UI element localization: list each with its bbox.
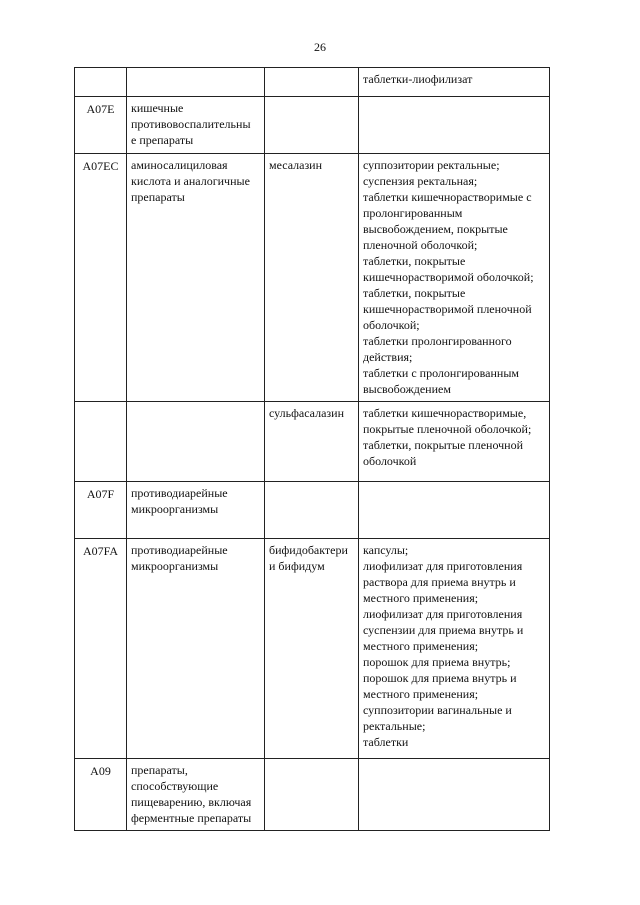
substance-cell [265,154,359,402]
drug-classification-table [74,67,550,831]
cell-text-line: аминосалициловая [131,158,228,172]
page-number: 26 [314,40,326,54]
cell-text-line: таблетки кишечнорастворимые, [363,406,527,420]
table-row [75,68,550,97]
table-row [75,482,550,539]
cell-text-line: лиофилизат для приготовления [363,607,523,621]
atc-code-cell [75,68,127,97]
cell-text-line: е препараты [131,133,194,147]
substance-cell [265,97,359,154]
table-row [75,97,550,154]
cell-text-line: кишечнорастворимой пленочной [363,302,532,316]
cell-text-line: способствующие [131,779,219,793]
cell-text-line: высвобождением [363,382,451,396]
atc-code-cell [75,402,127,482]
cell-text-line: кислота и аналогичные [131,174,250,188]
cell-text-line: действия; [363,350,413,364]
atc-group-cell [127,759,265,831]
cell-text-line: суппозитории ректальные; [363,158,500,172]
cell-text-line: противодиарейные [131,486,228,500]
cell-text-line: местного применения; [363,639,479,653]
cell-text-line: суспензии для приема внутрь и [363,623,524,637]
table-row [75,402,550,482]
cell-text-line: пищеварению, включая [131,795,252,809]
atc-group-cell [127,68,265,97]
cell-text-line: кишечнорастворимой оболочкой; [363,270,534,284]
atc-code-cell: A09 [75,759,127,831]
cell-text-line: местного применения; [363,687,479,701]
cell-text-line: капсулы; [363,543,409,557]
cell-text-line: суспензия ректальная; [363,174,478,188]
cell-text-line: противодиарейные [131,543,228,557]
cell-text-line: покрытые пленочной оболочкой; [363,422,532,436]
atc-group-cell [127,482,265,539]
table-body [75,68,550,831]
cell-text-line: местного применения; [363,591,479,605]
cell-text-line: порошок для приема внутрь; [363,655,511,669]
substance-cell [265,539,359,759]
cell-text-line: лиофилизат для приготовления [363,559,523,573]
table-row [75,539,550,759]
substance-cell [265,482,359,539]
cell-text-line: суппозитории вагинальные и [363,703,512,717]
cell-text-line: порошок для приема внутрь и [363,671,517,685]
atc-group-cell [127,97,265,154]
substance-cell [265,68,359,97]
cell-text-line: таблетки, покрытые пленочной [363,438,524,452]
cell-text-line: таблетки, покрытые [363,286,466,300]
substance-cell [265,759,359,831]
cell-text-line: ферментные препараты [131,811,252,825]
dosage-forms-cell [359,402,550,482]
cell-text-line: оболочкой [363,454,417,468]
cell-text-line: кишечные [131,101,184,115]
atc-code-cell: A07E [75,97,127,154]
atc-code-cell: A07EC [75,154,127,402]
cell-text-line: пролонгированным [363,206,463,220]
cell-text-line: таблетки, покрытые [363,254,466,268]
cell-text-line: сульфасалазин [269,406,345,420]
dosage-forms-cell [359,97,550,154]
cell-text-line: таблетки [363,735,409,749]
table-row [75,154,550,402]
atc-code-cell: A07FA [75,539,127,759]
dosage-forms-cell [359,68,550,97]
cell-text-line: месалазин [269,158,323,172]
cell-text-line: высвобождением, покрытые [363,222,508,236]
cell-text-line: таблетки кишечнорастворимые с [363,190,532,204]
dosage-forms-cell [359,154,550,402]
cell-text-line: таблетки пролонгированного [363,334,512,348]
cell-text-line: и бифидум [269,559,325,573]
cell-text-line: таблетки-лиофилизат [363,72,473,86]
cell-text-line: пленочной оболочкой; [363,238,478,252]
atc-group-cell [127,539,265,759]
cell-text-line: ректальные; [363,719,426,733]
dosage-forms-cell [359,539,550,759]
cell-text-line: препараты, [131,763,188,777]
substance-cell [265,402,359,482]
atc-code-cell: A07F [75,482,127,539]
cell-text-line: бифидобактери [269,543,348,557]
dosage-forms-cell [359,482,550,539]
cell-text-line: оболочкой; [363,318,420,332]
atc-group-cell [127,154,265,402]
cell-text-line: препараты [131,190,185,204]
cell-text-line: противовоспалительны [131,117,251,131]
cell-text-line: микроорганизмы [131,559,219,573]
cell-text-line: раствора для приема внутрь и [363,575,516,589]
table-row [75,759,550,831]
cell-text-line: микроорганизмы [131,502,219,516]
cell-text-line: таблетки с пролонгированным [363,366,520,380]
dosage-forms-cell [359,759,550,831]
atc-group-cell [127,402,265,482]
